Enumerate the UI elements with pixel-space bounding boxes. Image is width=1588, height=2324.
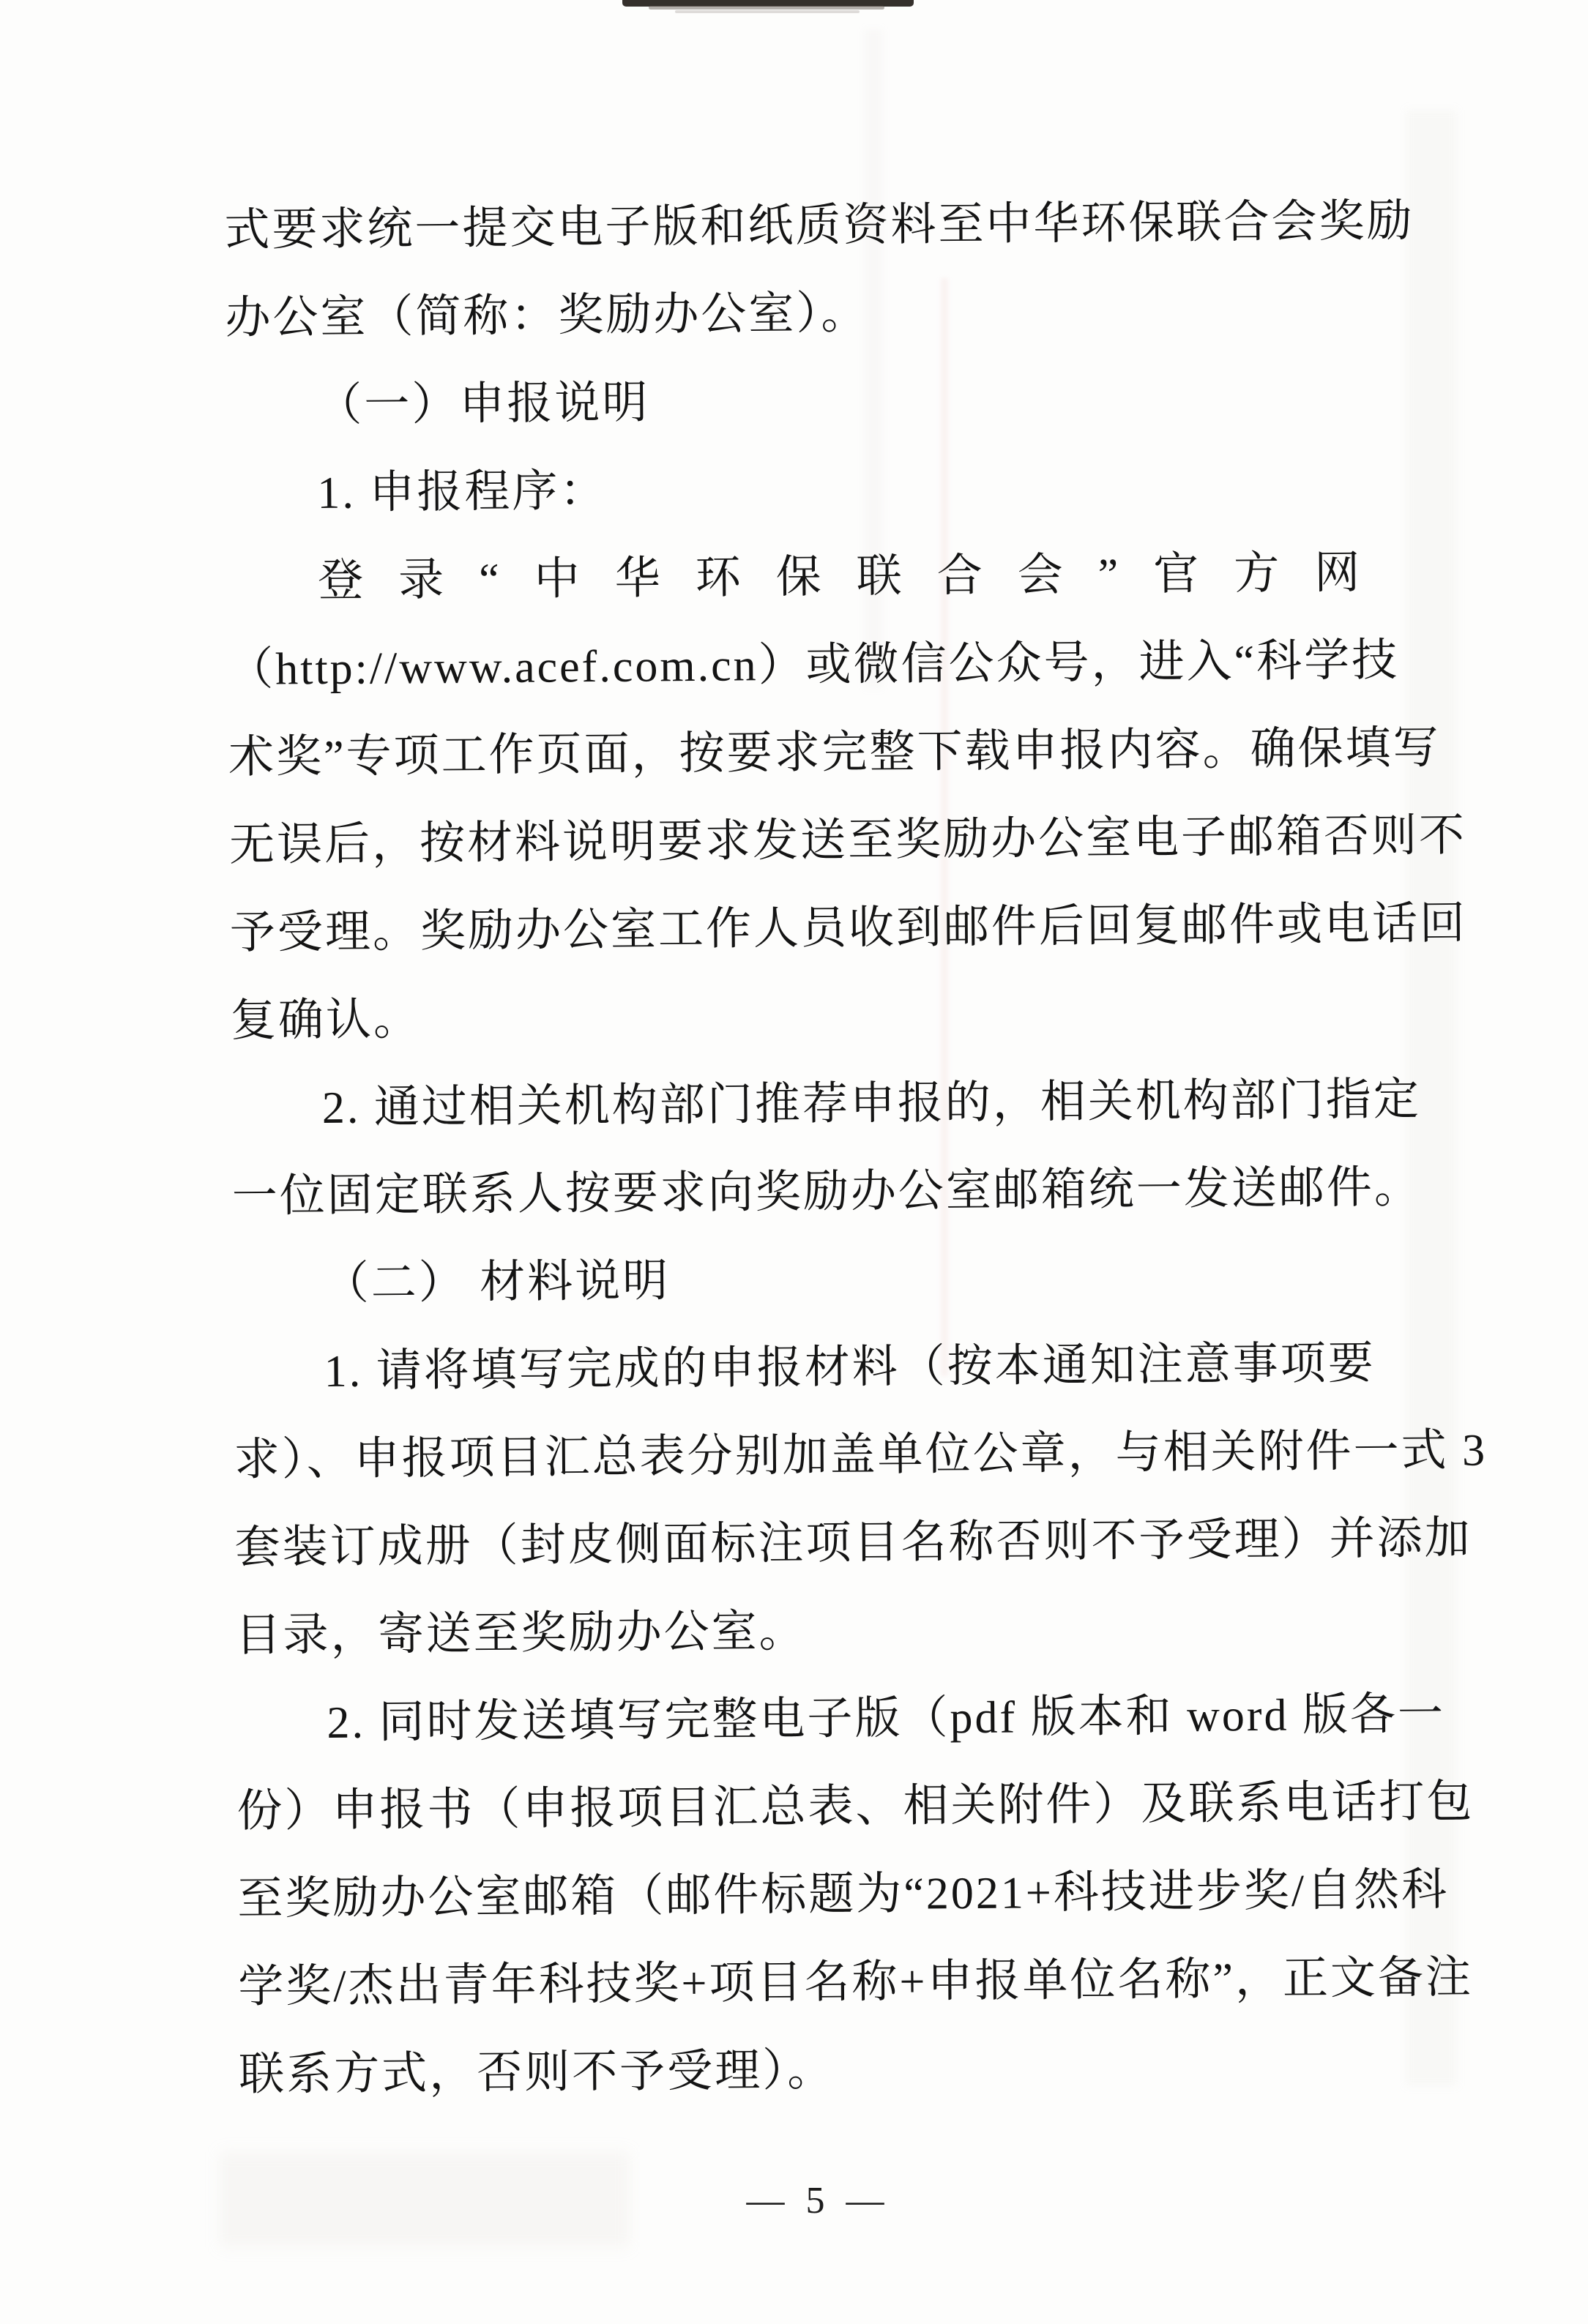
scan-artifact-top: [675, 10, 860, 13]
text-line: 式要求统一提交电子版和纸质资料至中华环保联合会奖励: [224, 196, 1414, 255]
list-item-heading: 2. 通过相关机构部门推荐申报的，相关机构部门指定: [321, 1075, 1422, 1133]
list-item-heading: 1. 申报程序：: [317, 466, 608, 519]
page-number: — 5 —: [746, 2180, 890, 2222]
text-line: 至奖励办公室邮箱（邮件标题为“2021+科技进步奖/自然科: [237, 1864, 1450, 1924]
text-line: 学奖/杰出青年科技奖+项目名称+申报单位名称”，正文备注: [238, 1952, 1474, 2012]
scan-artifact-top: [649, 6, 884, 10]
text-line: 一位固定联系人按要求向奖励办公室邮箱统一发送邮件。: [231, 1162, 1423, 1222]
text-line: 无误后，按材料说明要求发送至奖励办公室电子邮箱否则不: [228, 810, 1467, 870]
text-line: 复确认。: [230, 994, 422, 1046]
text-line: 登录“中华环保联合会”官方网: [317, 548, 1395, 607]
text-line: 予受理。奖励办公室工作人员收到邮件后回复邮件或电话回: [229, 898, 1468, 958]
list-item-heading: 1. 请将填写完成的申报材料（按本通知注意事项要: [324, 1338, 1376, 1397]
section-heading: （一）申报说明: [316, 378, 650, 431]
text-line: 份）申报书（申报项目汇总表、相关附件）及联系电话打包: [236, 1776, 1475, 1837]
text-line: 办公室（简称：奖励办公室）。: [225, 288, 869, 343]
text-line: 求）、申报项目汇总表分别加盖单位公章，与相关附件一式 3: [234, 1425, 1488, 1485]
text-line: 术奖”专项工作页面，按要求完整下载申报内容。确保填写: [228, 722, 1441, 782]
document-body: [224, 177, 1488, 2119]
text-line: 套装订成册（封皮侧面标注项目名称否则不予受理）并添加: [234, 1513, 1472, 1573]
list-item-heading: 2. 同时发送填写完整电子版（pdf 版本和 word 版各一: [327, 1689, 1446, 1748]
text-line: 联系方式，否则不予受理）。: [238, 2045, 835, 2100]
section-heading: （二） 材料说明: [323, 1256, 671, 1309]
text-line: 目录，寄送至奖励办公室。: [235, 1606, 807, 1661]
text-line: （http://www.acef.com.cn）或微信公众号，进入“科学技: [227, 635, 1400, 695]
